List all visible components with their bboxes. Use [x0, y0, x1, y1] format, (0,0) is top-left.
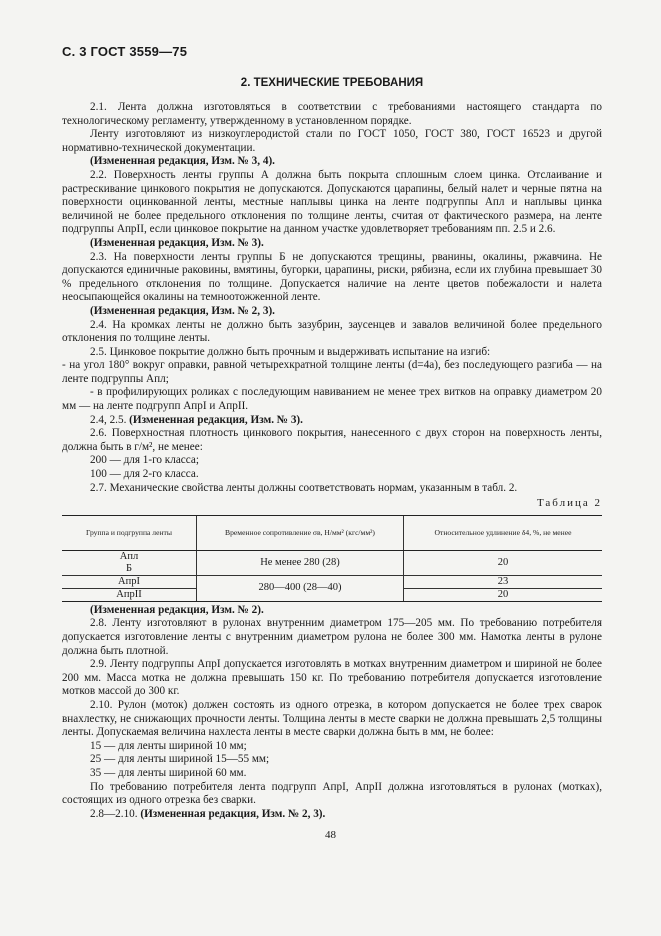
paragraph-2-3: 2.3. На поверхности ленты группы Б не допускаются трещины, рванины, окалины, ржавчина. Не допускаются единичные раковины, вмятины, бугорки, царапины, риски, рябизна, если их глубина превышает 30 % предельного отклонения по толщине. Допускается наличие на ленте цветов побежалости и налета неосыпающейся окалины на темноотожженной ленте.	[62, 250, 602, 304]
cell-elongation: 23	[404, 575, 603, 588]
paragraph-2-6-class-1: 200 — для 1-го класса;	[90, 454, 199, 467]
cell-elongation: 20	[404, 588, 603, 601]
column-header-group: Группа и подгруппа ленты	[62, 515, 197, 550]
paragraph-2-10-width-15-55: 25 — для ленты шириной 15—55 мм;	[90, 753, 270, 766]
paragraph-2-8: 2.8. Ленту изготовляют в рулонах внутренним диаметром 175—205 мм. По требованию потребителя допускается изготовление ленты с внутренним диаметром рулона не более 300 мм. Намотка ленты в рулоне должна быть плотной.	[62, 617, 602, 657]
revision-scope: 2.4, 2.5.	[90, 413, 127, 426]
revision-note: (Измененная редакция, Изм. № 3, 4).	[90, 155, 275, 168]
column-header-strength: Временное сопротивление σв, Н/мм² (кгс/мм²)	[197, 515, 404, 550]
paragraph-2-5: 2.5. Цинковое покрытие должно быть прочным и выдерживать испытание на изгиб:	[90, 345, 491, 358]
table-caption: Таблица 2	[536, 497, 602, 510]
paragraph-2-10-width-60: 35 — для ленты шириной 60 мм.	[90, 766, 247, 779]
paragraph-2-9: 2.9. Ленту подгруппы АпрI допускается изготовлять в мотках внутренним диаметром и шириной не более 200 мм. Масса мотка не должна превышать 150 кг. По требованию потребителя допускается изготовление мотков массой до 300 кг.	[62, 658, 602, 698]
paragraph-2-7: 2.7. Механические свойства ленты должны соответствовать нормам, указанным в табл. 2.	[90, 481, 518, 494]
revision-scope: 2.8—2.10.	[90, 807, 138, 820]
paragraph-2-10-width-10: 15 — для ленты шириной 10 мм;	[90, 739, 247, 752]
revision-note: (Измененная редакция, Изм. № 3).	[90, 236, 264, 249]
paragraph-2-5-item-a: - на угол 180° вокруг оправки, равной четырехкратной толщине ленты (d=4a), без последующего разгиба — на ленте подгруппы Апл;	[62, 359, 602, 385]
table-row	[62, 575, 602, 588]
table-header-row	[62, 515, 602, 550]
revision-text: (Измененная редакция, Изм. № 2, 3).	[140, 807, 326, 820]
paragraph-2-6-class-2: 100 — для 2-го класса.	[90, 468, 199, 481]
cell-group: АпрI	[62, 575, 197, 588]
paragraph-2-4: 2.4. На кромках ленты не должно быть зазубрин, заусенцев и завалов величиной более предельного отклонения по толщине ленты.	[62, 318, 602, 345]
paragraph-2-2: 2.2. Поверхность ленты группы А должна быть покрыта сплошным слоем цинка. Отслаивание и растрескивание цинкового покрытия не допускаются. Допускаются царапины, белый налет и черные пятна на поверхности оцинкованной ленты, местные наплывы цинка на ленте подгруппы Апл и наплывы цинка величиной не более предельного отклонения по толщине ленты, считая от фактического размера, на ленте подгруппы АпрII, если цинковое покрытие на данном участке удовлетворяет требованиям пп. 2.5 и 2.6.	[62, 168, 602, 236]
page-number: 48	[325, 829, 336, 841]
revision-text: (Измененная редакция, Изм. № 3).	[129, 413, 303, 426]
column-header-elongation: Относительное удлинение δ4, %, не менее	[404, 515, 603, 550]
cell-group: Б	[62, 563, 197, 576]
paragraph-2-1: 2.1. Лента должна изготовляться в соответствии с требованиями настоящего стандарта по технологическому регламенту, утвержденному в установленном порядке.	[62, 101, 602, 127]
cell-strength: 280—400 (28—40)	[197, 575, 404, 601]
cell-elongation: 20	[404, 550, 603, 575]
paragraph-2-10-no-weld: По требованию потребителя лента подгрупп АпрI, АпрII должна изготовляться в рулонах (мотках), состоящих из одного отрезка без сварки.	[62, 780, 602, 807]
cell-strength: Не менее 280 (28)	[197, 550, 404, 575]
paragraph-2-1-materials: Ленту изготовляют из низкоуглеродистой стали по ГОСТ 1050, ГОСТ 380, ГОСТ 16523 и другой нормативно-технической документации.	[62, 128, 602, 154]
revision-note	[62, 414, 602, 428]
section-title: 2. ТЕХНИЧЕСКИЕ ТРЕБОВАНИЯ	[240, 77, 424, 89]
cell-group: АпрII	[62, 588, 197, 601]
document-body	[62, 101, 602, 821]
table-row	[62, 550, 602, 563]
revision-note	[62, 808, 602, 822]
paragraph-2-10: 2.10. Рулон (моток) должен состоять из одного отрезка, в котором допускается не более трех сварок внахлестку, не снижающих прочности ленты. Толщина ленты в месте сварки не должна превышать 2,5 толщины ленты. Допускаемая величина нахлеста ленты в месте сварки должна быть в мм, не более:	[62, 698, 602, 739]
paragraph-2-5-item-b: - в профилирующих роликах с последующим навиванием не менее трех витков на оправку диаметром 20 мм — на ленте подгрупп АпрI и АпрII.	[62, 386, 602, 413]
page-header: С. 3 ГОСТ 3559—75	[62, 44, 188, 59]
paragraph-2-6: 2.6. Поверхностная плотность цинкового покрытия, нанесенного с двух сторон на поверхность ленты, должна быть в г/м², не менее:	[62, 427, 602, 453]
mechanical-properties-table	[62, 515, 602, 602]
revision-note: (Измененная редакция, Изм. № 2).	[90, 603, 264, 616]
revision-note: (Измененная редакция, Изм. № 2, 3).	[90, 304, 275, 317]
cell-group: Апл	[119, 550, 139, 562]
